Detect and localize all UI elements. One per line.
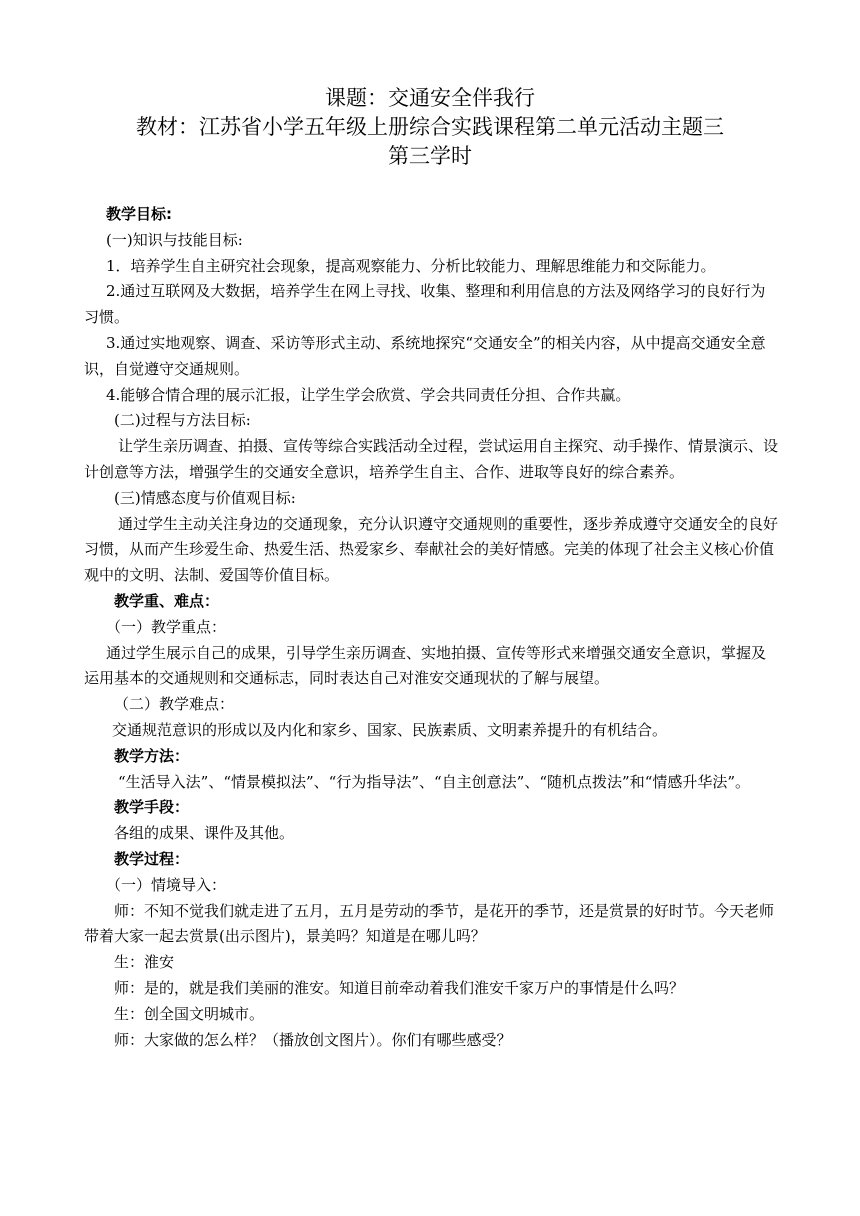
lesson-period: 第三学时 xyxy=(388,144,472,168)
goal1-heading: (一)知识与技能目标: xyxy=(106,230,243,249)
key-point-text: 通过学生展示自己的成果，引导学生亲历调查、实地拍摄、宣传等形式来增强交通安全意识，掌握及运用基本的交通规则和交通标志，同时表达自己对淮安交通现状的了解与展望。 xyxy=(84,643,767,688)
title-block xyxy=(0,84,860,171)
key-point-heading: （一）教学重点： xyxy=(106,617,227,636)
key-points-heading: 教学重、难点： xyxy=(114,591,220,610)
goals-heading: 教学目标: xyxy=(106,205,172,223)
goal3-text: 通过学生主动关注身边的交通现象，充分认识遵守交通规则的重要性，逐步养成遵守交通安全的良好习惯，从而产生珍爱生命、热爱生活、热爱家乡、奉献社会的美好情感。完美的体现了社会主义核心价值观中的文明、法制、爱国等价值目标。 xyxy=(84,514,779,585)
dialogue-line: 师：是的，就是我们美丽的淮安。知道目前牵动着我们淮安千家万户的事情是什么吗？ xyxy=(114,978,685,997)
goal3-heading: (三)情感态度与价值观目标: xyxy=(114,488,296,507)
dialogue-line: 师：不知不觉我们就走进了五月，五月是劳动的季节，是花开的季节，还是赏景的好时节。今天老师带着大家一起去赏景(出示图片)，景美吗？知道是在哪儿吗？ xyxy=(84,901,775,946)
goal1-item-3: 3.通过实地观察、调查、采访等形式主动、系统地探究“交通安全”的相关内容，从中提高交通安全意识，自觉遵守交通规则。 xyxy=(84,333,766,378)
dialogue-line: 生：淮安 xyxy=(114,953,175,972)
goal1-item-4: 4.能够合情合理的展示汇报，让学生学会欣赏、学会共同责任分担、合作共赢。 xyxy=(106,385,631,404)
difficulty-text: 交通规范意识的形成以及内化和家乡、国家、民族素质、文明素养提升的有机结合。 xyxy=(112,720,668,739)
means-heading: 教学手段： xyxy=(114,798,190,817)
process-intro-heading: （一）情境导入： xyxy=(106,875,227,894)
process-heading: 教学过程： xyxy=(114,849,190,868)
dialogue-line: 师：大家做的怎么样？（播放创文图片）。你们有哪些感受？ xyxy=(114,1030,512,1049)
document-body xyxy=(84,202,778,1053)
goal1-item-2: 2.通过互联网及大数据，培养学生在网上寻找、收集、整理和利用信息的方法及网络学习的良好行为习惯。 xyxy=(84,282,766,327)
method-heading: 教学方法： xyxy=(114,746,190,765)
difficulty-heading: （二）教学难点： xyxy=(114,695,235,714)
goal1-item-1: 1．培养学生自主研究社会现象，提高观察能力、分析比较能力、理解思维能力和交际能力。 xyxy=(106,256,716,275)
lesson-title: 课题：交通安全伴我行 xyxy=(325,86,535,110)
means-text: 各组的成果、课件及其他。 xyxy=(114,824,295,843)
goal2-heading: (二)过程与方法目标: xyxy=(114,411,251,430)
dialogue-line: 生：创全国文明城市。 xyxy=(114,1004,265,1023)
goal2-text: 让学生亲历调查、拍摄、宣传等综合实践活动全过程，尝试运用自主探究、动手操作、情景演示、设计创意等方法，增强学生的交通安全意识，培养学生自主、合作、进取等良好的综合素养。 xyxy=(84,437,779,481)
textbook-line: 教材：江苏省小学五年级上册综合实践课程第二单元活动主题三 xyxy=(136,115,724,139)
method-text: “生活导入法”、“情景模拟法”、“行为指导法”、“自主创意法”、“随机点拨法”和“情感升华法”。 xyxy=(118,772,751,791)
